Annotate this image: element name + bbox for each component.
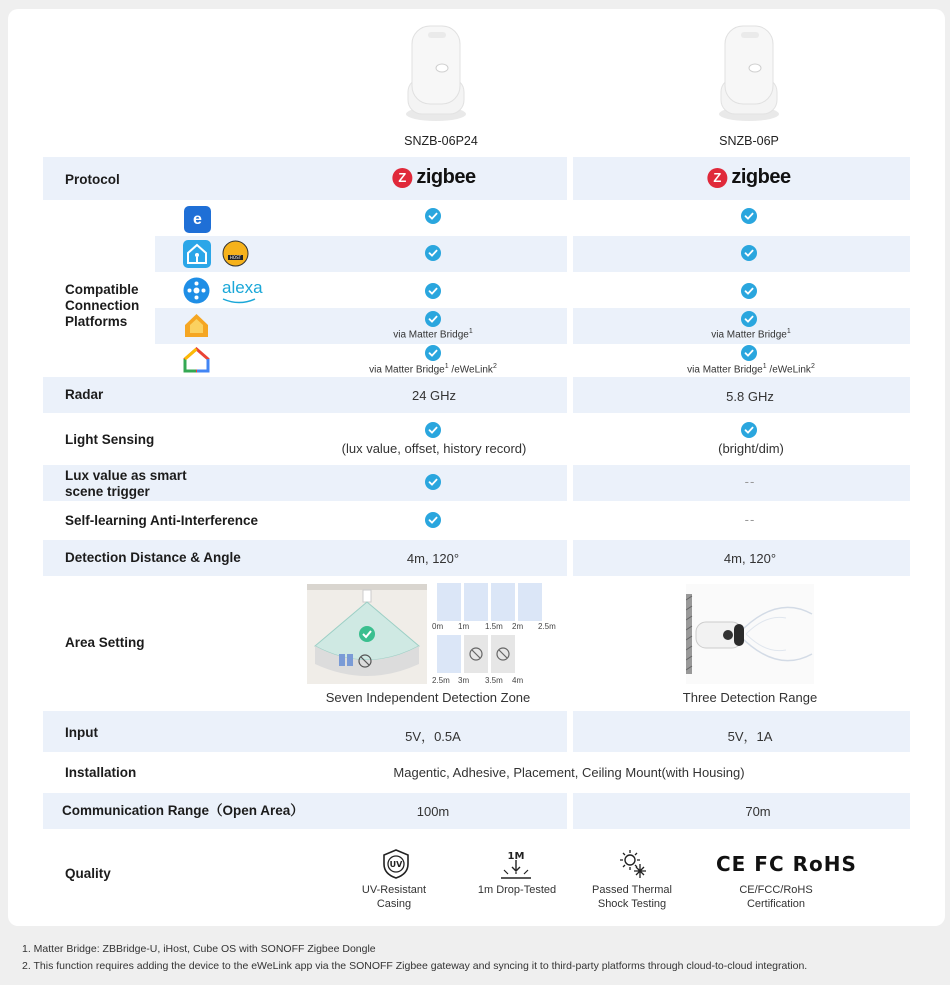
zone-grid	[436, 583, 546, 687]
check-icon	[425, 512, 441, 528]
installation-value: Magentic, Adhesive, Placement, Ceiling Mount(with Housing)	[393, 765, 745, 780]
zone-label-bottom: 2.5m	[432, 676, 450, 685]
zone-label-top: 0m	[432, 622, 444, 631]
band-protocol	[43, 157, 567, 200]
zigbee-icon: Z	[707, 168, 727, 188]
check-icon	[741, 208, 757, 224]
radar-value-2: 5.8 GHz	[726, 389, 774, 404]
google-home-icon	[183, 347, 210, 373]
band-compat-3	[155, 308, 567, 344]
lux-value-2: --	[744, 474, 756, 489]
input-label: Input	[65, 725, 98, 740]
home-assistant-icon	[183, 240, 211, 268]
light-value-2: (bright/dim)	[718, 441, 784, 456]
band-lux-2	[573, 465, 910, 501]
check-icon	[425, 422, 441, 438]
check-icon	[741, 311, 757, 327]
light-label: Light Sensing	[65, 432, 155, 447]
self-label: Self-learning Anti-Interference	[65, 513, 259, 528]
ewelink-icon: e	[184, 206, 211, 233]
check-icon	[425, 245, 441, 261]
compatible-label: Compatible Connection Platforms	[65, 282, 140, 329]
zone-label-top: 1m	[458, 622, 470, 631]
check-icon	[741, 422, 757, 438]
zone-label-top: 1.5m	[485, 622, 503, 631]
zigbee-logo-2: Z zigbee	[707, 166, 790, 189]
certification-logos: CE FC RoHS	[716, 852, 857, 876]
homey-icon	[222, 240, 249, 267]
footnote-2: 2. This function requires adding the device to the eWeLink app via the SONOFF Zigbee gateway and syncing it to third-party platforms through cloud-to-cloud integration.	[22, 960, 808, 972]
range-value-2: 70m	[745, 804, 771, 819]
check-icon	[741, 345, 757, 361]
distance-value-2: 4m, 120°	[723, 551, 777, 566]
check-icon	[741, 245, 757, 261]
check-icon	[425, 474, 441, 490]
range-label: Communication Range（Open Area）	[62, 803, 304, 818]
radar-label: Radar	[65, 387, 104, 402]
area-caption-2: Three Detection Range	[682, 690, 818, 705]
distance-label: Detection Distance & Angle	[65, 550, 241, 565]
input-value-1: 5V，0.5A	[405, 729, 461, 744]
uv-resistant-icon	[380, 848, 412, 880]
product-image-snzb-06p	[713, 22, 785, 122]
svg-text:UV: UV	[389, 860, 403, 869]
check-icon	[425, 311, 441, 327]
area-diagram-ceiling	[307, 584, 427, 684]
zone-label-bottom: 3m	[458, 676, 470, 685]
band-input	[43, 711, 567, 752]
area-diagram-wall	[686, 584, 814, 684]
via-matter-1: via Matter Bridge$^1$	[393, 328, 473, 341]
product-name-2: SNZB-06P	[719, 134, 779, 148]
band-radar	[43, 377, 567, 413]
light-value-1: (lux value, offset, history record)	[341, 441, 527, 456]
quality-uv: UV-Resistant Casing	[361, 884, 427, 910]
product-name-1: SNZB-06P24	[404, 134, 478, 148]
zigbee-logo-1: Z zigbee	[392, 166, 475, 189]
lux-label: Lux value as smart scene trigger	[65, 468, 187, 499]
band-compat-1	[155, 236, 567, 272]
zone-label-bottom: 4m	[512, 676, 524, 685]
band-range-2	[573, 793, 910, 829]
alexa-logo: alexa	[222, 278, 263, 298]
distance-value-1: 4m, 120°	[406, 551, 460, 566]
range-value-1: 100m	[416, 804, 450, 819]
apple-home-icon	[183, 312, 210, 339]
check-icon	[425, 345, 441, 361]
footnote-1: 1. Matter Bridge: ZBBridge-U, iHost, Cube OS with SONOFF Zigbee Dongle	[22, 943, 376, 955]
quality-label: Quality	[65, 866, 111, 881]
via-matter-ewelink-2: via Matter Bridge$^1$ /eWeLink$^2$	[687, 363, 815, 376]
installation-label: Installation	[65, 765, 137, 780]
protocol-label: Protocol	[65, 172, 120, 187]
zone-label-top: 2.5m	[538, 622, 556, 631]
check-icon	[425, 208, 441, 224]
quality-thermal: Passed Thermal Shock Testing	[592, 884, 672, 910]
quality-drop: 1m Drop-Tested	[477, 884, 557, 896]
thermal-shock-icon	[618, 848, 650, 880]
via-matter-2: via Matter Bridge$^1$	[711, 328, 791, 341]
self-value-2: --	[744, 512, 756, 527]
svg-text:HOST: HOST	[229, 255, 242, 260]
zone-label-bottom: 3.5m	[485, 676, 503, 685]
drop-test-icon	[499, 848, 533, 880]
radar-value-1: 24 GHz	[411, 388, 457, 403]
check-icon	[425, 283, 441, 299]
input-value-2: 5V，1A	[727, 729, 773, 744]
product-image-snzb-06p24	[400, 22, 472, 122]
area-caption-1: Seven Independent Detection Zone	[325, 690, 531, 705]
svg-text:1M: 1M	[507, 851, 525, 862]
check-icon	[741, 283, 757, 299]
area-label: Area Setting	[65, 635, 145, 650]
zone-label-top: 2m	[512, 622, 524, 631]
via-matter-ewelink-1: via Matter Bridge$^1$ /eWeLink$^2$	[369, 363, 497, 376]
smartthings-icon	[183, 277, 210, 304]
zigbee-icon: Z	[392, 168, 412, 188]
quality-cert: CE/FCC/RoHS Certification	[739, 884, 813, 910]
